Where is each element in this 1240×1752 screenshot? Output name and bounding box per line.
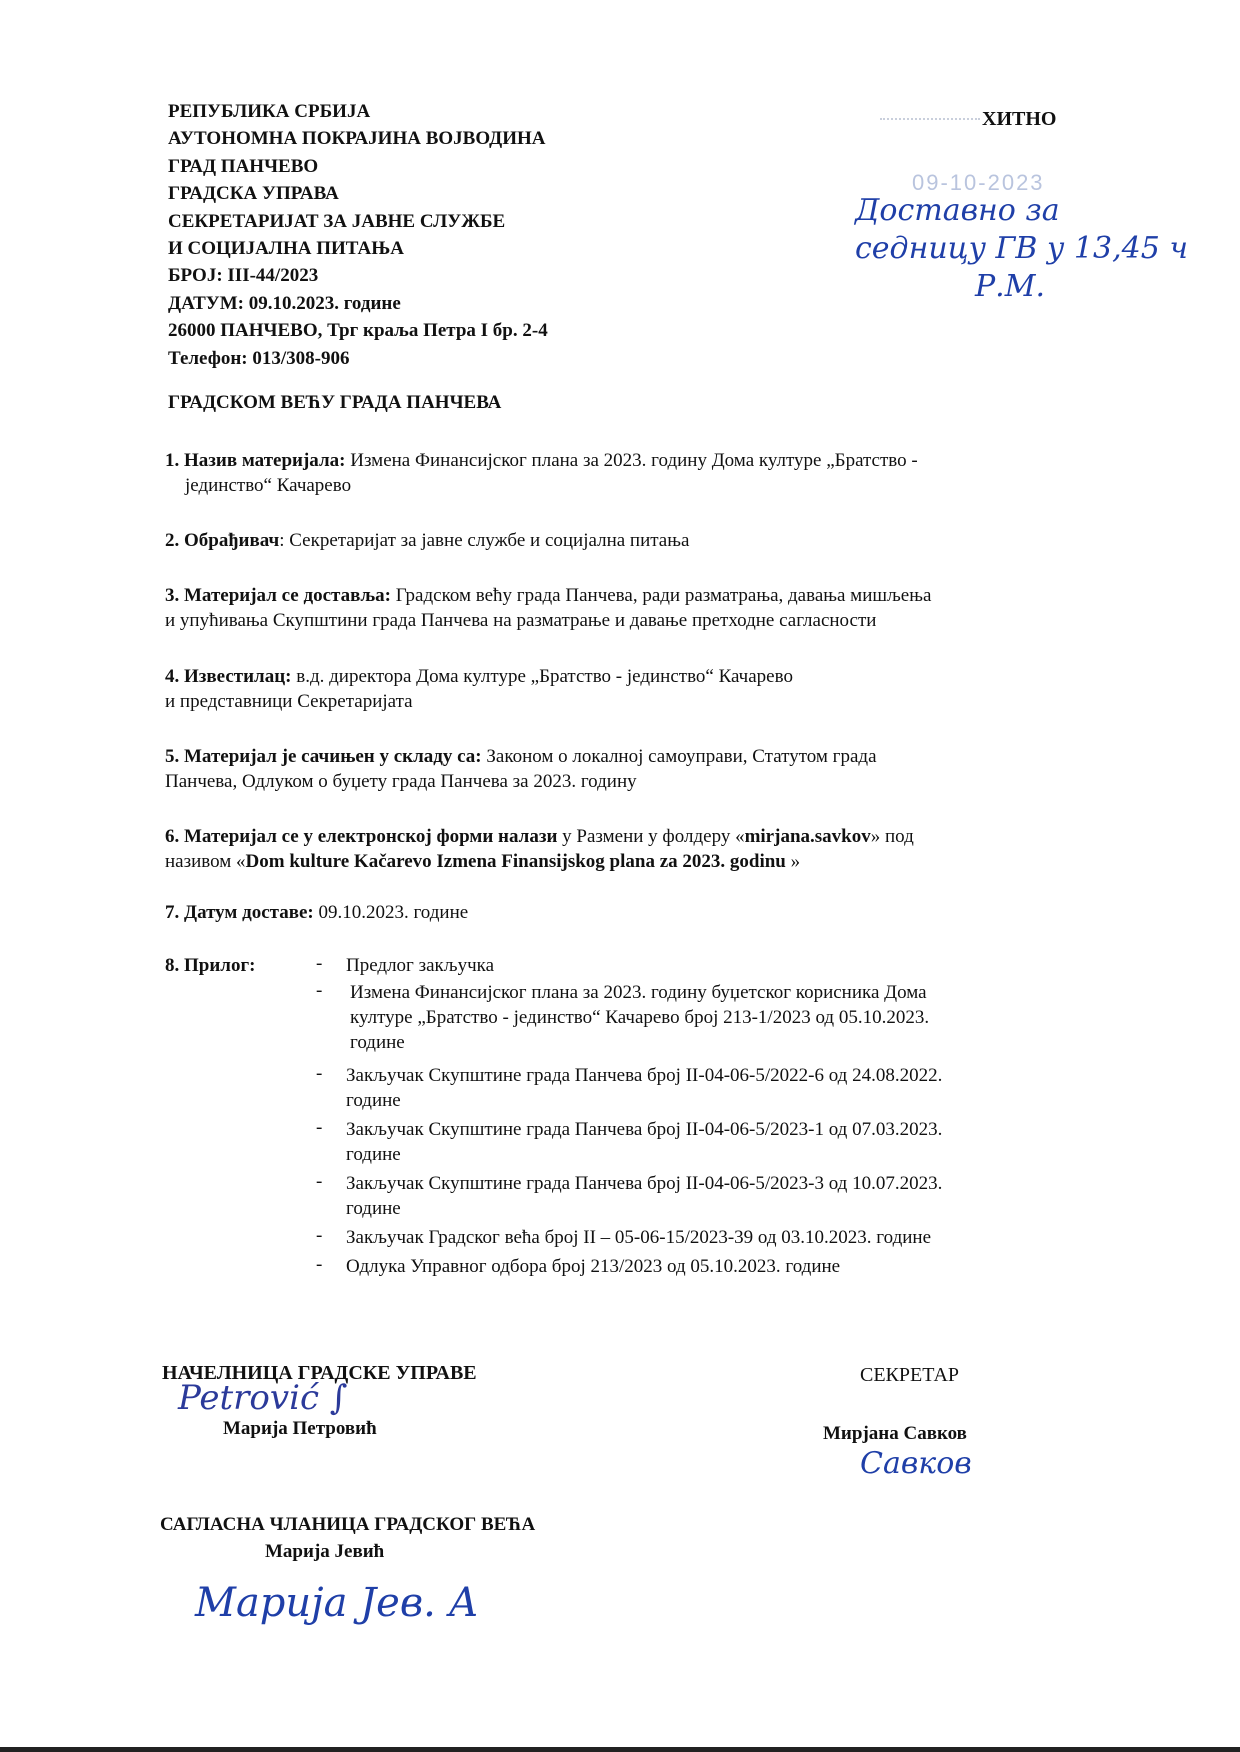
attachment-item: Закључак Скупштине града Панчева број II-04-06-5/2023-3 од 10.07.2023. године bbox=[346, 1173, 943, 1219]
item-text: в.д. директора Дома културе „Братство - јединство“ Качарево bbox=[291, 666, 793, 687]
received-stamp-date: 09-10-2023 bbox=[912, 170, 1045, 195]
attachments-label: 8. Прилог: bbox=[165, 955, 256, 976]
item-label: 6. Материјал се у електронској форми налази bbox=[165, 826, 558, 847]
item-text: Градском већу града Панчева, ради разматрања, давања мишљења bbox=[391, 585, 932, 606]
handwritten-line: Р.М. bbox=[975, 269, 1045, 304]
secretary-name: Мирјана Савков bbox=[823, 1423, 967, 1444]
recipient: ГРАДСКОМ ВЕЋУ ГРАДА ПАНЧЕВА bbox=[168, 392, 502, 413]
item-text: и представници Секретаријата bbox=[165, 691, 413, 712]
item-text: јединство“ Качарево bbox=[185, 475, 352, 496]
document-page: РЕПУБЛИКА СРБИЈА АУТОНОМНА ПОКРАЈИНА ВОЈВОДИНА ГРАД ПАНЧЕВО ГРАДСКА УПРАВА СЕКРЕТАРИЈАТ ЗА ЈАВНЕ СЛУЖБЕ И СОЦИЈАЛНА ПИТАЊА БРОЈ: III-44/2023 ДАТУМ: 09.10.2023. године 26000 ПАНЧЕВО, Трг краља Петра I бр. 2-4 Телефон: 013/308-906 ХИТНО 09-10-2023 Доставно за седницу ГВ у 13,45 ч Р.М. ГРАДСКОМ ВЕЋУ ГРАДА ПАНЧЕВА 1. Назив материјала: Измена Финансијског плана за 2023. годину Дома културе „Братство - јединство“ Качарево 2. Обрађивач: Секретаријат за јавне службе и социјална питања 3. Материјал се доставља: Градском већу града Панчева, ради разматрања, давања мишљења и упућивања Скупштини града Панчева на разматрање и давање претходне сагласности 4. Известилац: в.д. директора Дома културе „Братство - јединство“ Качарево и представници Секретаријата 5. Материјал је сачињен у складу са: Законом о локалној самоуправи, Статутом града Панчева, Одлуком о буџету града Панчева за 2023. годину 6. Материјал се у електронској форми налази у Размени у фолдеру «mirjana.savkov» под називом «Dom kulture Kačarevo Izmena Finansijskog plana za 2023. godinu » 7. Датум доставе: 09.10.2023. године 8. Прилог: - Предлог закључка - Измена Финансијског плана за 2023. годину буџетског корисника Дома културе „Братство - јединство“ Качарево број 213-1/2023 од 05.10.2023. године - Закључак Скупштине града Панчева број II-04-06-5/2022-6 од 24.08.2022. године - Закључак Скупштине града Панчева број II-04-06-5/2023-1 од 07.03.2023. године - Закључак Скупштине града Панчева број II-04-06-5/2023-3 од 10.07.2023. године - Закључак Градског већа број II – 05-06-15/2023-39 од 03.10.2023. године - Одлука Управног одбора број 213/2023 од 05.10.2023. године НАЧЕЛНИЦА ГРАДСКЕ УПРАВЕ Petrović ∫ Марија Петровић СЕКРЕТАР Мирјана Савков Савков САГЛАСНА ЧЛАНИЦА ГРАДСКОГ ВЕЋА Марија Јевић Марија Јев. А bbox=[0, 0, 1240, 1752]
letterhead-line: ГРАДСКА УПРАВА bbox=[168, 183, 339, 205]
item-text: називом « bbox=[165, 851, 246, 872]
item-label: 7. Датум доставе: bbox=[165, 902, 314, 923]
letterhead-line: РЕПУБЛИКА СРБИЈА bbox=[168, 101, 371, 122]
item-7 bbox=[165, 900, 468, 925]
council-title: САГЛАСНА ЧЛАНИЦА ГРАДСКОГ ВЕЋА bbox=[160, 1514, 536, 1535]
stamp-trace bbox=[880, 118, 980, 120]
document-number: БРОЈ: III-44/2023 bbox=[168, 265, 319, 287]
item-label: 1. Назив материјала: bbox=[165, 450, 346, 471]
attachment-item: Одлука Управног одбора број 213/2023 од 05.10.2023. године bbox=[346, 1256, 841, 1277]
item-text: 09.10.2023. године bbox=[313, 902, 469, 923]
item-2 bbox=[165, 528, 689, 553]
head-name: Марија Петровић bbox=[223, 1418, 377, 1439]
attachment-item: Закључак Скупштине града Панчева број II-04-06-5/2023-1 од 07.03.2023. године bbox=[346, 1119, 943, 1165]
council-signature: Марија Јев. А bbox=[195, 1580, 479, 1626]
letterhead-line: И СОЦИЈАЛНА ПИТАЊА bbox=[168, 238, 404, 260]
item-1 bbox=[165, 448, 918, 498]
scan-edge bbox=[0, 1747, 1240, 1752]
item-text: : Секретаријат за јавне службе и социјална питања bbox=[279, 530, 690, 551]
item-text: и упућивања Скупштини града Панчева на разматрање и давање претходне сагласности bbox=[165, 610, 877, 631]
letterhead-line: СЕКРЕТАРИЈАТ ЗА ЈАВНЕ СЛУЖБЕ bbox=[168, 210, 506, 232]
folder-name: mirjana.savkov bbox=[744, 826, 871, 847]
council-name: Марија Јевић bbox=[265, 1541, 385, 1562]
head-signature: Petrović ∫ bbox=[178, 1378, 348, 1418]
item-label: 5. Материјал је сачињен у складу са: bbox=[165, 746, 482, 767]
phone: Телефон: 013/308-906 bbox=[168, 347, 350, 369]
handwritten-note bbox=[855, 192, 1188, 306]
letterhead-line: ГРАД ПАНЧЕВО bbox=[168, 155, 319, 177]
letterhead bbox=[168, 98, 548, 372]
letterhead-line: АУТОНОМНА ПОКРАЈИНА ВОЈВОДИНА bbox=[168, 128, 546, 150]
address: 26000 ПАНЧЕВО, Трг краља Петра I бр. 2-4 bbox=[168, 320, 548, 342]
secretary-signature: Савков bbox=[860, 1446, 972, 1481]
attachment-item: Закључак Градског већа број II – 05-06-15/2023-39 од 03.10.2023. године bbox=[346, 1227, 932, 1248]
item-text: у Размени у фолдеру « bbox=[557, 826, 745, 847]
urgent-label: ХИТНО bbox=[982, 108, 1057, 130]
handwritten-line: Доставно за bbox=[855, 193, 1060, 228]
attachment-item: Закључак Скупштине града Панчева број II-04-06-5/2022-6 од 24.08.2022. године bbox=[346, 1065, 943, 1111]
item-label: 4. Известилац: bbox=[165, 666, 292, 687]
item-label: 2. Обрађивач bbox=[165, 530, 280, 551]
secretary-title: СЕКРЕТАР bbox=[860, 1364, 960, 1386]
item-text: Законом о локалној самоуправи, Статутом града bbox=[481, 746, 877, 767]
item-text: » bbox=[785, 851, 801, 872]
item-4 bbox=[165, 664, 793, 714]
attachment-item: Измена Финансијског плана за 2023. годину буџетског корисника Дома културе „Братство - јединство“ Качарево број 213-1/2023 од 05.10.2023. године bbox=[350, 982, 930, 1053]
attachment-item: Предлог закључка bbox=[346, 955, 495, 976]
handwritten-line: седницу ГВ у 13,45 ч bbox=[855, 231, 1188, 266]
file-name: Dom kulture Kačarevo Izmena Finansijskog plana za 2023. godinu bbox=[245, 851, 786, 872]
item-6 bbox=[165, 824, 914, 874]
document-date: ДАТУМ: 09.10.2023. године bbox=[168, 292, 401, 314]
item-5 bbox=[165, 744, 877, 794]
item-3 bbox=[165, 583, 931, 633]
item-text: » под bbox=[870, 826, 914, 847]
item-label: 3. Материјал се доставља: bbox=[165, 585, 391, 606]
head-title: НАЧЕЛНИЦА ГРАДСКЕ УПРАВЕ bbox=[162, 1362, 477, 1384]
item-text: Панчева, Одлуком о буџету града Панчева за 2023. годину bbox=[165, 771, 637, 792]
item-text: Измена Финансијског плана за 2023. годину Дома културе „Братство - bbox=[345, 450, 918, 471]
